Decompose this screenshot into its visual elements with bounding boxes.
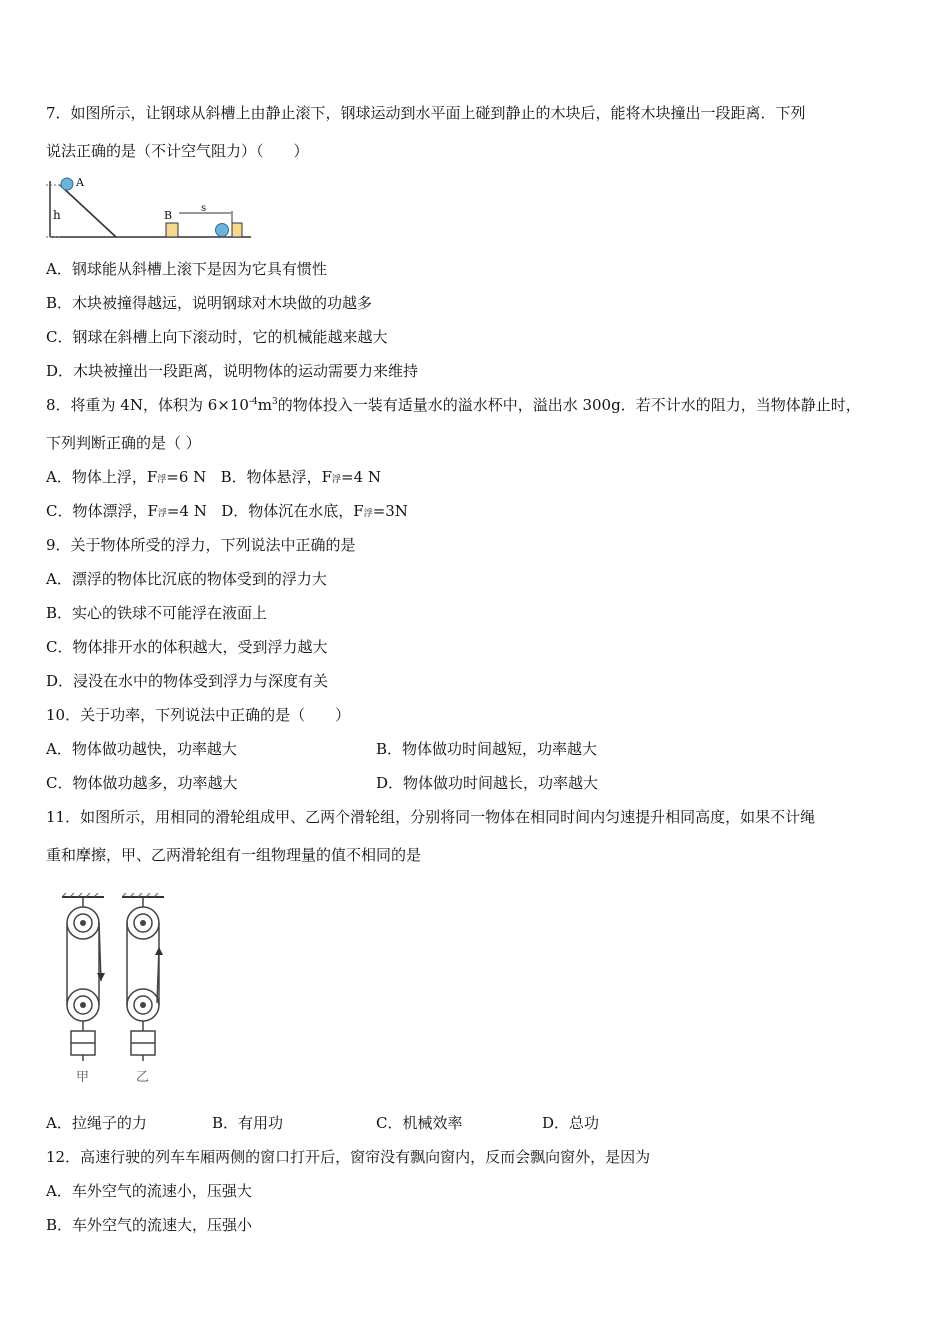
label-a: A [76,176,84,189]
q7-option-b: B．木块被撞得越远，说明钢球对木块做的功越多 [46,294,373,312]
steel-ball-a [61,178,73,190]
q8-option-d: D．物体沉在水底，F浮=3N [221,502,408,520]
q12-option-a: A．车外空气的流速小，压强大 [46,1182,252,1200]
q7-option-a: A．钢球能从斜槽上滚下是因为它具有惯性 [46,260,327,278]
q8-options-row2 [46,500,408,521]
q11-figure-pulleys [58,893,178,1085]
q8-options-row1 [46,466,381,487]
q11-option-d: D．总功 [542,1114,600,1132]
q7-stem-line1: 7．如图所示，让钢球从斜槽上由静止滚下，钢球运动到水平面上碰到静止的木块后，能将木块撞出一段距离．下列 [46,104,806,122]
q10-option-c: C．物体做功越多，功率越大 [46,774,238,792]
q7-stem-line2: 说法正确的是（不计空气阻力）（ ） [46,142,309,160]
q12-option-b: B．车外空气的流速大，压强小 [46,1216,253,1234]
label-yi: 乙 [136,1070,150,1085]
q8-stem-part2: 的物体投入一装有适量水的溢水杯中，溢出水 300g．若不计水的阻力，当物体静止时， [277,396,861,414]
q9-option-b: B．实心的铁球不可能浮在液面上 [46,604,268,622]
q7-option-c: C．钢球在斜槽上向下滚动时，它的机械能越来越大 [46,328,388,346]
wood-block-b [166,223,178,237]
q12-stem: 12．高速行驶的列车车厢两侧的窗口打开后，窗帘没有飘向窗内，反而会飘向窗外，是因为 [46,1148,651,1166]
q8-stem-line2: 下列判断正确的是（ ） [46,434,201,452]
wood-block-end [232,223,242,237]
q9-option-c: C．物体排开水的体积越大，受到浮力越大 [46,638,328,656]
q10-option-b: B．物体做功时间越短，功率越大 [376,740,598,758]
label-jia: 甲 [76,1070,90,1085]
q11-option-a: A．拉绳子的力 [46,1114,147,1132]
q11-option-b: B．有用功 [212,1114,284,1132]
q10-option-a: A．物体做功越快，功率越大 [46,740,237,758]
q10-stem: 10．关于功率，下列说法中正确的是（ ） [46,706,351,724]
steel-ball-bottom [216,224,229,237]
label-h: h [53,208,61,222]
q7-figure-ramp [46,173,256,243]
q8-option-b: B．物体悬浮，F浮=4 N [220,468,382,486]
label-b: B [164,209,173,222]
q8-unit: m [257,396,272,414]
q9-option-a: A．漂浮的物体比沉底的物体受到的浮力大 [46,570,327,588]
q11-option-c: C．机械效率 [376,1114,463,1132]
q11-stem-line2: 重和摩擦，甲、乙两滑轮组有一组物理量的值不相同的是 [46,846,422,864]
q9-stem: 9．关于物体所受的浮力，下列说法中正确的是 [46,536,356,554]
q7-option-d: D．木块被撞出一段距离，说明物体的运动需要力来维持 [46,362,419,380]
q10-option-d: D．物体做功时间越长，功率越大 [376,774,599,792]
q8-stem-line1 [46,394,861,415]
q8-option-a: A．物体上浮，F浮=6 N [46,468,207,486]
q8-exponent: -4 [248,397,258,407]
label-s: s [201,203,207,214]
q8-stem-part1: 8．将重为 4N，体积为 6×10 [46,396,249,414]
q9-option-d: D．浸没在水中的物体受到浮力与深度有关 [46,672,329,690]
q11-stem-line1: 11．如图所示，用相同的滑轮组成甲、乙两个滑轮组，分别将同一物体在相同时间内匀速提升相同高度，如果不计绳 [46,808,816,826]
q8-option-c: C．物体漂浮，F浮=4 N [46,502,207,520]
q8-unit-exponent: 3 [271,397,278,407]
